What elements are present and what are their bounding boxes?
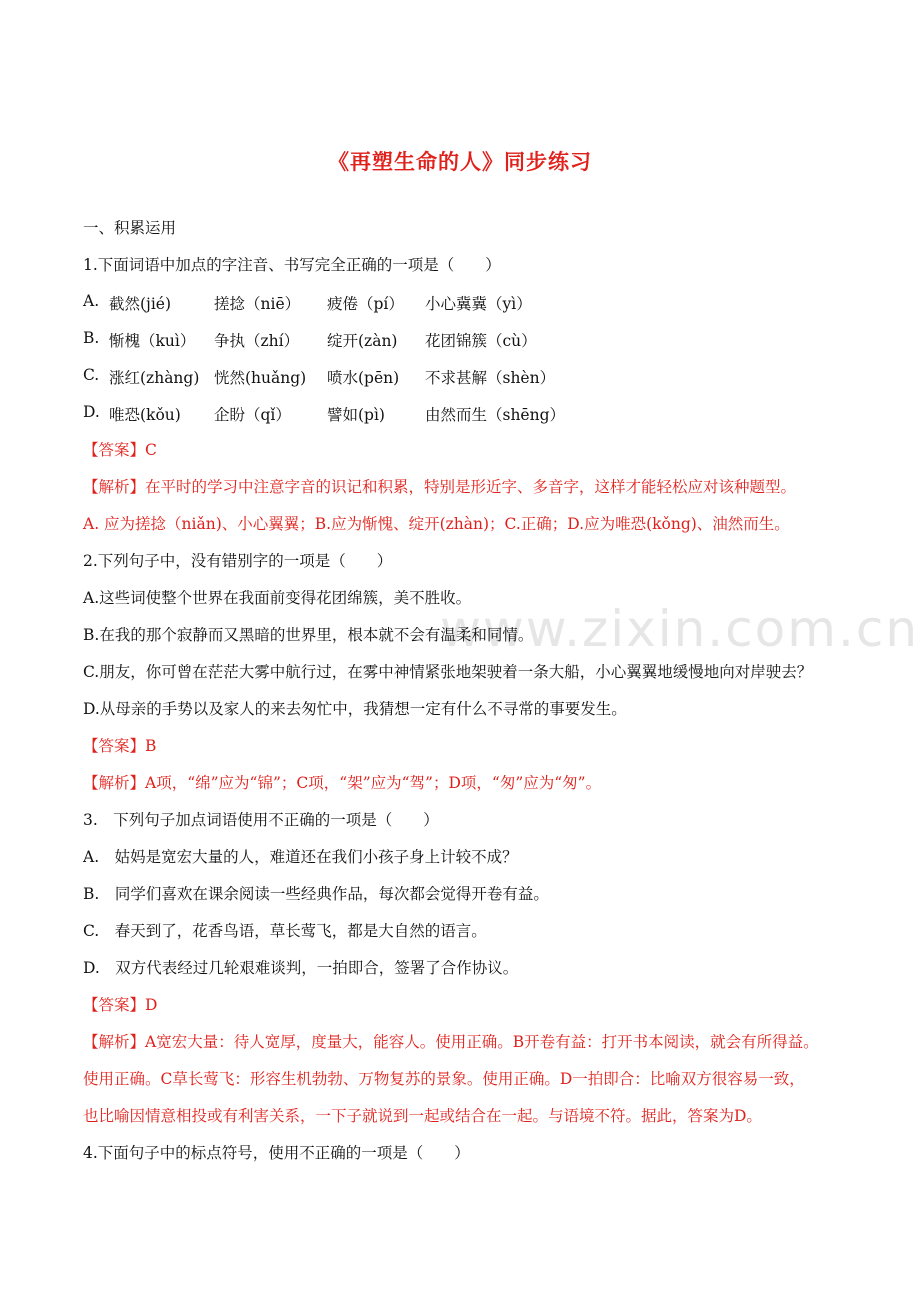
- option-word: 涨红(zhàng): [109, 369, 200, 387]
- answer-tag: 【答案】: [83, 737, 146, 755]
- option-word: 惭槐（kuì）: [109, 332, 196, 350]
- q3-analysis: [83, 1032, 819, 1052]
- option-word: 由然而生（shēng）: [425, 406, 566, 424]
- option-label: C.: [83, 366, 100, 384]
- option-word: 争执（zhí）: [214, 332, 300, 350]
- option-word: 花团锦簇（cù）: [425, 332, 537, 350]
- q2-option-d: D.从母亲的手势以及家人的来去匆忙中，我猜想一定有什么不寻常的事要发生。: [83, 700, 627, 718]
- analysis-tag: 【解析】: [83, 478, 146, 496]
- q4-stem: 4.下面句子中的标点符号，使用不正确的一项是（ ）: [83, 1144, 470, 1162]
- answer-tag: 【答案】: [83, 441, 146, 459]
- option-word: 绽开(zàn): [327, 332, 398, 350]
- option-label: A.: [83, 292, 100, 310]
- analysis-text: 在平时的学习中注意字音的识记和积累，特别是形近字、多音字，这样才能轻松应对该种题型。: [145, 478, 797, 496]
- analysis-text: A项，“绵”应为“锦”；C项，“架”应为“驾”；D项，“匆”应为“匆”。: [145, 774, 602, 792]
- q2-stem: 2.下列句子中，没有错别字的一项是（ ）: [83, 552, 393, 570]
- watermark: www.zixin.com.cn: [440, 600, 920, 658]
- answer-value: C: [145, 441, 157, 459]
- q2-analysis: [83, 773, 601, 793]
- option-word: 唯恐(kǒu): [109, 406, 181, 424]
- option-word: 疲倦（pí）: [327, 295, 404, 313]
- option-word: 截然(jié): [109, 295, 172, 313]
- analysis-tag: 【解析】: [83, 1033, 146, 1051]
- option-word: 譬如(pì): [327, 406, 385, 424]
- q2-option-a: A.这些词使整个世界在我面前变得花团绵簇，美不胜收。: [83, 589, 472, 607]
- section-heading: 一、积累运用: [83, 219, 177, 237]
- q3-option-b: B. 同学们喜欢在课余阅读一些经典作品，每次都会觉得开卷有益。: [83, 885, 549, 903]
- answer-tag: 【答案】: [83, 996, 146, 1014]
- q2-answer: [83, 736, 156, 756]
- analysis-tag: 【解析】: [83, 774, 146, 792]
- option-label: D.: [83, 403, 100, 421]
- q1-answer: [83, 440, 157, 460]
- option-word: 企盼（qǐ）: [214, 406, 291, 424]
- q2-option-c: C.朋友，你可曾在茫茫大雾中航行过，在雾中神情紧张地架驶着一条大船，小心翼翼地缓慢地向对岸驶去？: [83, 663, 813, 681]
- q3-analysis-cont-2: 也比喻因情意相投或有利害关系，一下子就说到一起或结合在一起。与语境不符。据此，答案为D。: [83, 1107, 762, 1125]
- option-word: 喷水(pēn): [327, 369, 400, 387]
- analysis-text: A宽宏大量：待人宽厚，度量大，能容人。使用正确。B开卷有益：打开书本阅读，就会有所得益。: [145, 1033, 819, 1051]
- page-title: 《再塑生命的人》同步练习: [328, 150, 592, 174]
- option-word: 恍然(huǎng): [214, 369, 307, 387]
- option-word: 小心冀冀（yì）: [425, 295, 532, 313]
- q3-analysis-cont-1: 使用正确。C草长莺飞：形容生机勃勃、万物复苏的景象。使用正确。D一拍即合：比喻双方很容易一致，: [83, 1070, 805, 1088]
- q3-option-a: A. 姑妈是宽宏大量的人，难道还在我们小孩子身上计较不成？: [83, 848, 518, 866]
- answer-value: D: [145, 996, 158, 1014]
- q3-option-c: C. 春天到了，花香鸟语，草长莺飞，都是大自然的语言。: [83, 922, 487, 940]
- q2-option-b: B.在我的那个寂静而又黑暗的世界里，根本就不会有温柔和同情。: [83, 626, 534, 644]
- q1-stem: 1.下面词语中加点的字注音、书写完全正确的一项是（ ）: [83, 256, 501, 274]
- q1-analysis: [83, 477, 796, 497]
- q3-option-d: D. 双方代表经过几轮艰难谈判，一拍即合，签署了合作协议。: [83, 959, 519, 977]
- option-word: 搓捻（niē）: [214, 295, 301, 313]
- q3-stem: 3. 下列句子加点词语使用不正确的一项是（ ）: [83, 811, 439, 829]
- q3-answer: [83, 995, 157, 1015]
- q1-analysis-cont: A. 应为搓捻（niǎn)、小心翼翼；B.应为惭愧、绽开(zhàn)；C.正确；D.应为唯恐(kǒng)、油然而生。: [83, 515, 790, 533]
- option-label: B.: [83, 329, 100, 347]
- option-word: 不求甚解（shèn）: [425, 369, 556, 387]
- answer-value: B: [145, 737, 157, 755]
